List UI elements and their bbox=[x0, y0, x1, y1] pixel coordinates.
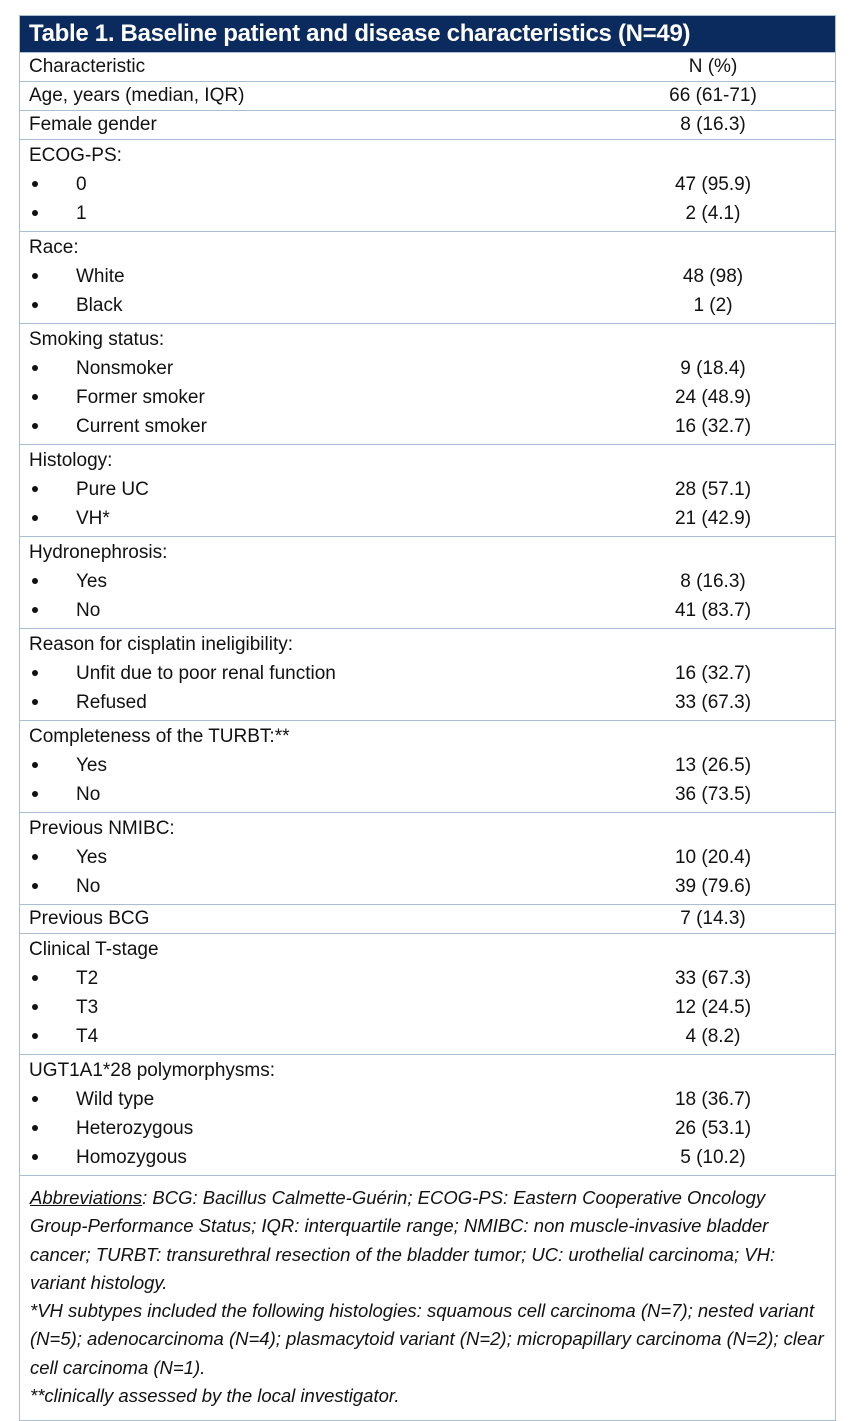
list-item-label: Yes bbox=[76, 846, 107, 868]
table-section bbox=[20, 139, 835, 231]
bullet-icon bbox=[20, 203, 76, 225]
bullet-icon bbox=[20, 387, 76, 409]
list-item bbox=[20, 383, 835, 412]
section-heading-row bbox=[20, 446, 835, 475]
list-item-value: 26 (53.1) bbox=[674, 1117, 752, 1139]
table-title: Table 1. Baseline patient and disease characteristics (N=49) bbox=[20, 16, 835, 52]
section-heading: Clinical T-stage bbox=[29, 938, 159, 960]
bullet-icon bbox=[20, 600, 76, 622]
section-heading-row bbox=[20, 722, 835, 751]
list-item-value: 36 (73.5) bbox=[674, 783, 752, 805]
list-item-label: VH* bbox=[76, 507, 110, 529]
list-item-value: 13 (26.5) bbox=[674, 754, 752, 776]
baseline-characteristics-table bbox=[19, 15, 836, 1421]
bullet-icon bbox=[20, 968, 76, 990]
list-item-label: Refused bbox=[76, 691, 147, 713]
table-section bbox=[20, 444, 835, 536]
bullet-icon bbox=[20, 876, 76, 898]
list-item-label: Wild type bbox=[76, 1088, 155, 1110]
list-item-value: 24 (48.9) bbox=[674, 386, 752, 408]
abbreviations-text: : BCG: Bacillus Calmette-Guérin; ECOG-PS: Eastern Cooperative Oncology Group-Performance Status; IQR: interquartile range; NMIBC: non muscle-invasive bladder cancer; TURBT: transurethral resection of the bladder tumor; UC: urothelial carcinoma; VH: variant histology. bbox=[30, 1187, 776, 1293]
list-item-value: 8 (16.3) bbox=[680, 570, 746, 592]
list-item-value: 16 (32.7) bbox=[674, 415, 752, 437]
list-item bbox=[20, 964, 835, 993]
list-item-label: T4 bbox=[76, 1025, 99, 1047]
list-item-value: 33 (67.3) bbox=[674, 967, 752, 989]
list-item-label: Heterozygous bbox=[76, 1117, 194, 1139]
bullet-icon bbox=[20, 1026, 76, 1048]
bullet-icon bbox=[20, 571, 76, 593]
list-item-label: Nonsmoker bbox=[76, 357, 174, 379]
list-item-value: 39 (79.6) bbox=[674, 875, 752, 897]
bullet-icon bbox=[20, 692, 76, 714]
list-item-value: 10 (20.4) bbox=[674, 846, 752, 868]
list-item-value: 16 (32.7) bbox=[674, 662, 752, 684]
list-item-label: Black bbox=[76, 294, 123, 316]
list-item bbox=[20, 780, 835, 809]
section-heading-row bbox=[20, 1056, 835, 1085]
list-item-label: 1 bbox=[76, 202, 87, 224]
list-item bbox=[20, 291, 835, 320]
bullet-icon bbox=[20, 663, 76, 685]
bullet-icon bbox=[20, 295, 76, 317]
list-item-label: Current smoker bbox=[76, 415, 207, 437]
characteristic-value: 7 (14.3) bbox=[680, 908, 746, 929]
section-heading-row bbox=[20, 233, 835, 262]
list-item bbox=[20, 751, 835, 780]
characteristic-label: Previous BCG bbox=[29, 908, 150, 929]
list-item-value: 41 (83.7) bbox=[674, 599, 752, 621]
column-header-characteristic: Characteristic bbox=[29, 56, 146, 77]
list-item-label: Unfit due to poor renal function bbox=[76, 662, 336, 684]
characteristic-value: 66 (61-71) bbox=[669, 85, 757, 106]
abbreviations-label: Abbreviations bbox=[30, 1187, 143, 1208]
list-item bbox=[20, 843, 835, 872]
list-item-value: 12 (24.5) bbox=[674, 996, 752, 1018]
list-item-label: No bbox=[76, 875, 101, 897]
bullet-icon bbox=[20, 784, 76, 806]
list-item bbox=[20, 659, 835, 688]
list-item bbox=[20, 567, 835, 596]
list-item bbox=[20, 872, 835, 901]
list-item-label: No bbox=[76, 599, 101, 621]
list-item-value: 9 (18.4) bbox=[680, 357, 746, 379]
list-item-value: 4 (8.2) bbox=[685, 1025, 741, 1047]
bullet-icon bbox=[20, 997, 76, 1019]
table-section bbox=[20, 231, 835, 323]
vh-subtypes-note: *VH subtypes included the following histologies: squamous cell carcinoma (N=7); nested variant (N=5); adenocarcinoma (N=4); plasmacytoid variant (N=2); micropapillary carcinoma (N=2); clear cell carcinoma (N=1). bbox=[30, 1300, 824, 1378]
bullet-icon bbox=[20, 1118, 76, 1140]
bullet-icon bbox=[20, 847, 76, 869]
section-heading: ECOG-PS: bbox=[29, 144, 122, 166]
table-row bbox=[20, 904, 835, 933]
section-heading: UGT1A1*28 polymorphysms: bbox=[29, 1059, 276, 1081]
table-footnotes bbox=[20, 1175, 835, 1420]
bullet-icon bbox=[20, 174, 76, 196]
table-body bbox=[20, 81, 835, 1175]
turbt-note: **clinically assessed by the local investigator. bbox=[30, 1385, 400, 1407]
list-item bbox=[20, 1114, 835, 1143]
list-item-value: 47 (95.9) bbox=[674, 173, 752, 195]
section-heading-row bbox=[20, 325, 835, 354]
characteristic-value: 8 (16.3) bbox=[680, 114, 746, 135]
list-item bbox=[20, 596, 835, 625]
table-header-row bbox=[20, 52, 835, 81]
list-item bbox=[20, 170, 835, 199]
list-item bbox=[20, 354, 835, 383]
list-item bbox=[20, 475, 835, 504]
list-item-value: 21 (42.9) bbox=[674, 507, 752, 529]
list-item bbox=[20, 1085, 835, 1114]
list-item-label: 0 bbox=[76, 173, 87, 195]
list-item-value: 48 (98) bbox=[682, 265, 744, 287]
list-item-label: Pure UC bbox=[76, 478, 149, 500]
list-item-label: Former smoker bbox=[76, 386, 205, 408]
list-item-label: Homozygous bbox=[76, 1146, 187, 1168]
section-heading-row bbox=[20, 935, 835, 964]
characteristic-label: Female gender bbox=[29, 114, 157, 135]
list-item-value: 1 (2) bbox=[693, 294, 733, 316]
table-section bbox=[20, 536, 835, 628]
abbreviations-note bbox=[30, 1184, 825, 1297]
table-section bbox=[20, 812, 835, 904]
list-item-label: White bbox=[76, 265, 125, 287]
bullet-icon bbox=[20, 479, 76, 501]
bullet-icon bbox=[20, 508, 76, 530]
table-section bbox=[20, 933, 835, 1054]
list-item-value: 28 (57.1) bbox=[674, 478, 752, 500]
section-heading: Reason for cisplatin ineligibility: bbox=[29, 633, 294, 655]
bullet-icon bbox=[20, 755, 76, 777]
section-heading-row bbox=[20, 814, 835, 843]
list-item-value: 2 (4.1) bbox=[685, 202, 741, 224]
section-heading-row bbox=[20, 538, 835, 567]
table-section bbox=[20, 323, 835, 444]
table-row bbox=[20, 81, 835, 110]
list-item bbox=[20, 262, 835, 291]
list-item-label: T3 bbox=[76, 996, 99, 1018]
list-item-label: T2 bbox=[76, 967, 99, 989]
section-heading: Completeness of the TURBT:** bbox=[29, 725, 290, 747]
table-row bbox=[20, 110, 835, 139]
section-heading: Previous NMIBC: bbox=[29, 817, 175, 839]
characteristic-label: Age, years (median, IQR) bbox=[29, 85, 245, 106]
table-section bbox=[20, 628, 835, 720]
bullet-icon bbox=[20, 416, 76, 438]
list-item-value: 33 (67.3) bbox=[674, 691, 752, 713]
list-item-value: 5 (10.2) bbox=[680, 1146, 746, 1168]
section-heading: Race: bbox=[29, 236, 79, 258]
list-item-label: Yes bbox=[76, 570, 107, 592]
bullet-icon bbox=[20, 1147, 76, 1169]
list-item-label: No bbox=[76, 783, 101, 805]
list-item bbox=[20, 504, 835, 533]
section-heading-row bbox=[20, 141, 835, 170]
list-item bbox=[20, 688, 835, 717]
list-item bbox=[20, 993, 835, 1022]
list-item bbox=[20, 1022, 835, 1051]
bullet-icon bbox=[20, 266, 76, 288]
list-item bbox=[20, 412, 835, 441]
list-item-value: 18 (36.7) bbox=[674, 1088, 752, 1110]
bullet-icon bbox=[20, 1089, 76, 1111]
table-section bbox=[20, 1054, 835, 1175]
section-heading: Histology: bbox=[29, 449, 113, 471]
list-item bbox=[20, 1143, 835, 1172]
table-section bbox=[20, 720, 835, 812]
section-heading: Smoking status: bbox=[29, 328, 165, 350]
column-header-n-percent: N (%) bbox=[688, 56, 738, 77]
list-item bbox=[20, 199, 835, 228]
list-item-label: Yes bbox=[76, 754, 107, 776]
section-heading: Hydronephrosis: bbox=[29, 541, 168, 563]
section-heading-row bbox=[20, 630, 835, 659]
bullet-icon bbox=[20, 358, 76, 380]
